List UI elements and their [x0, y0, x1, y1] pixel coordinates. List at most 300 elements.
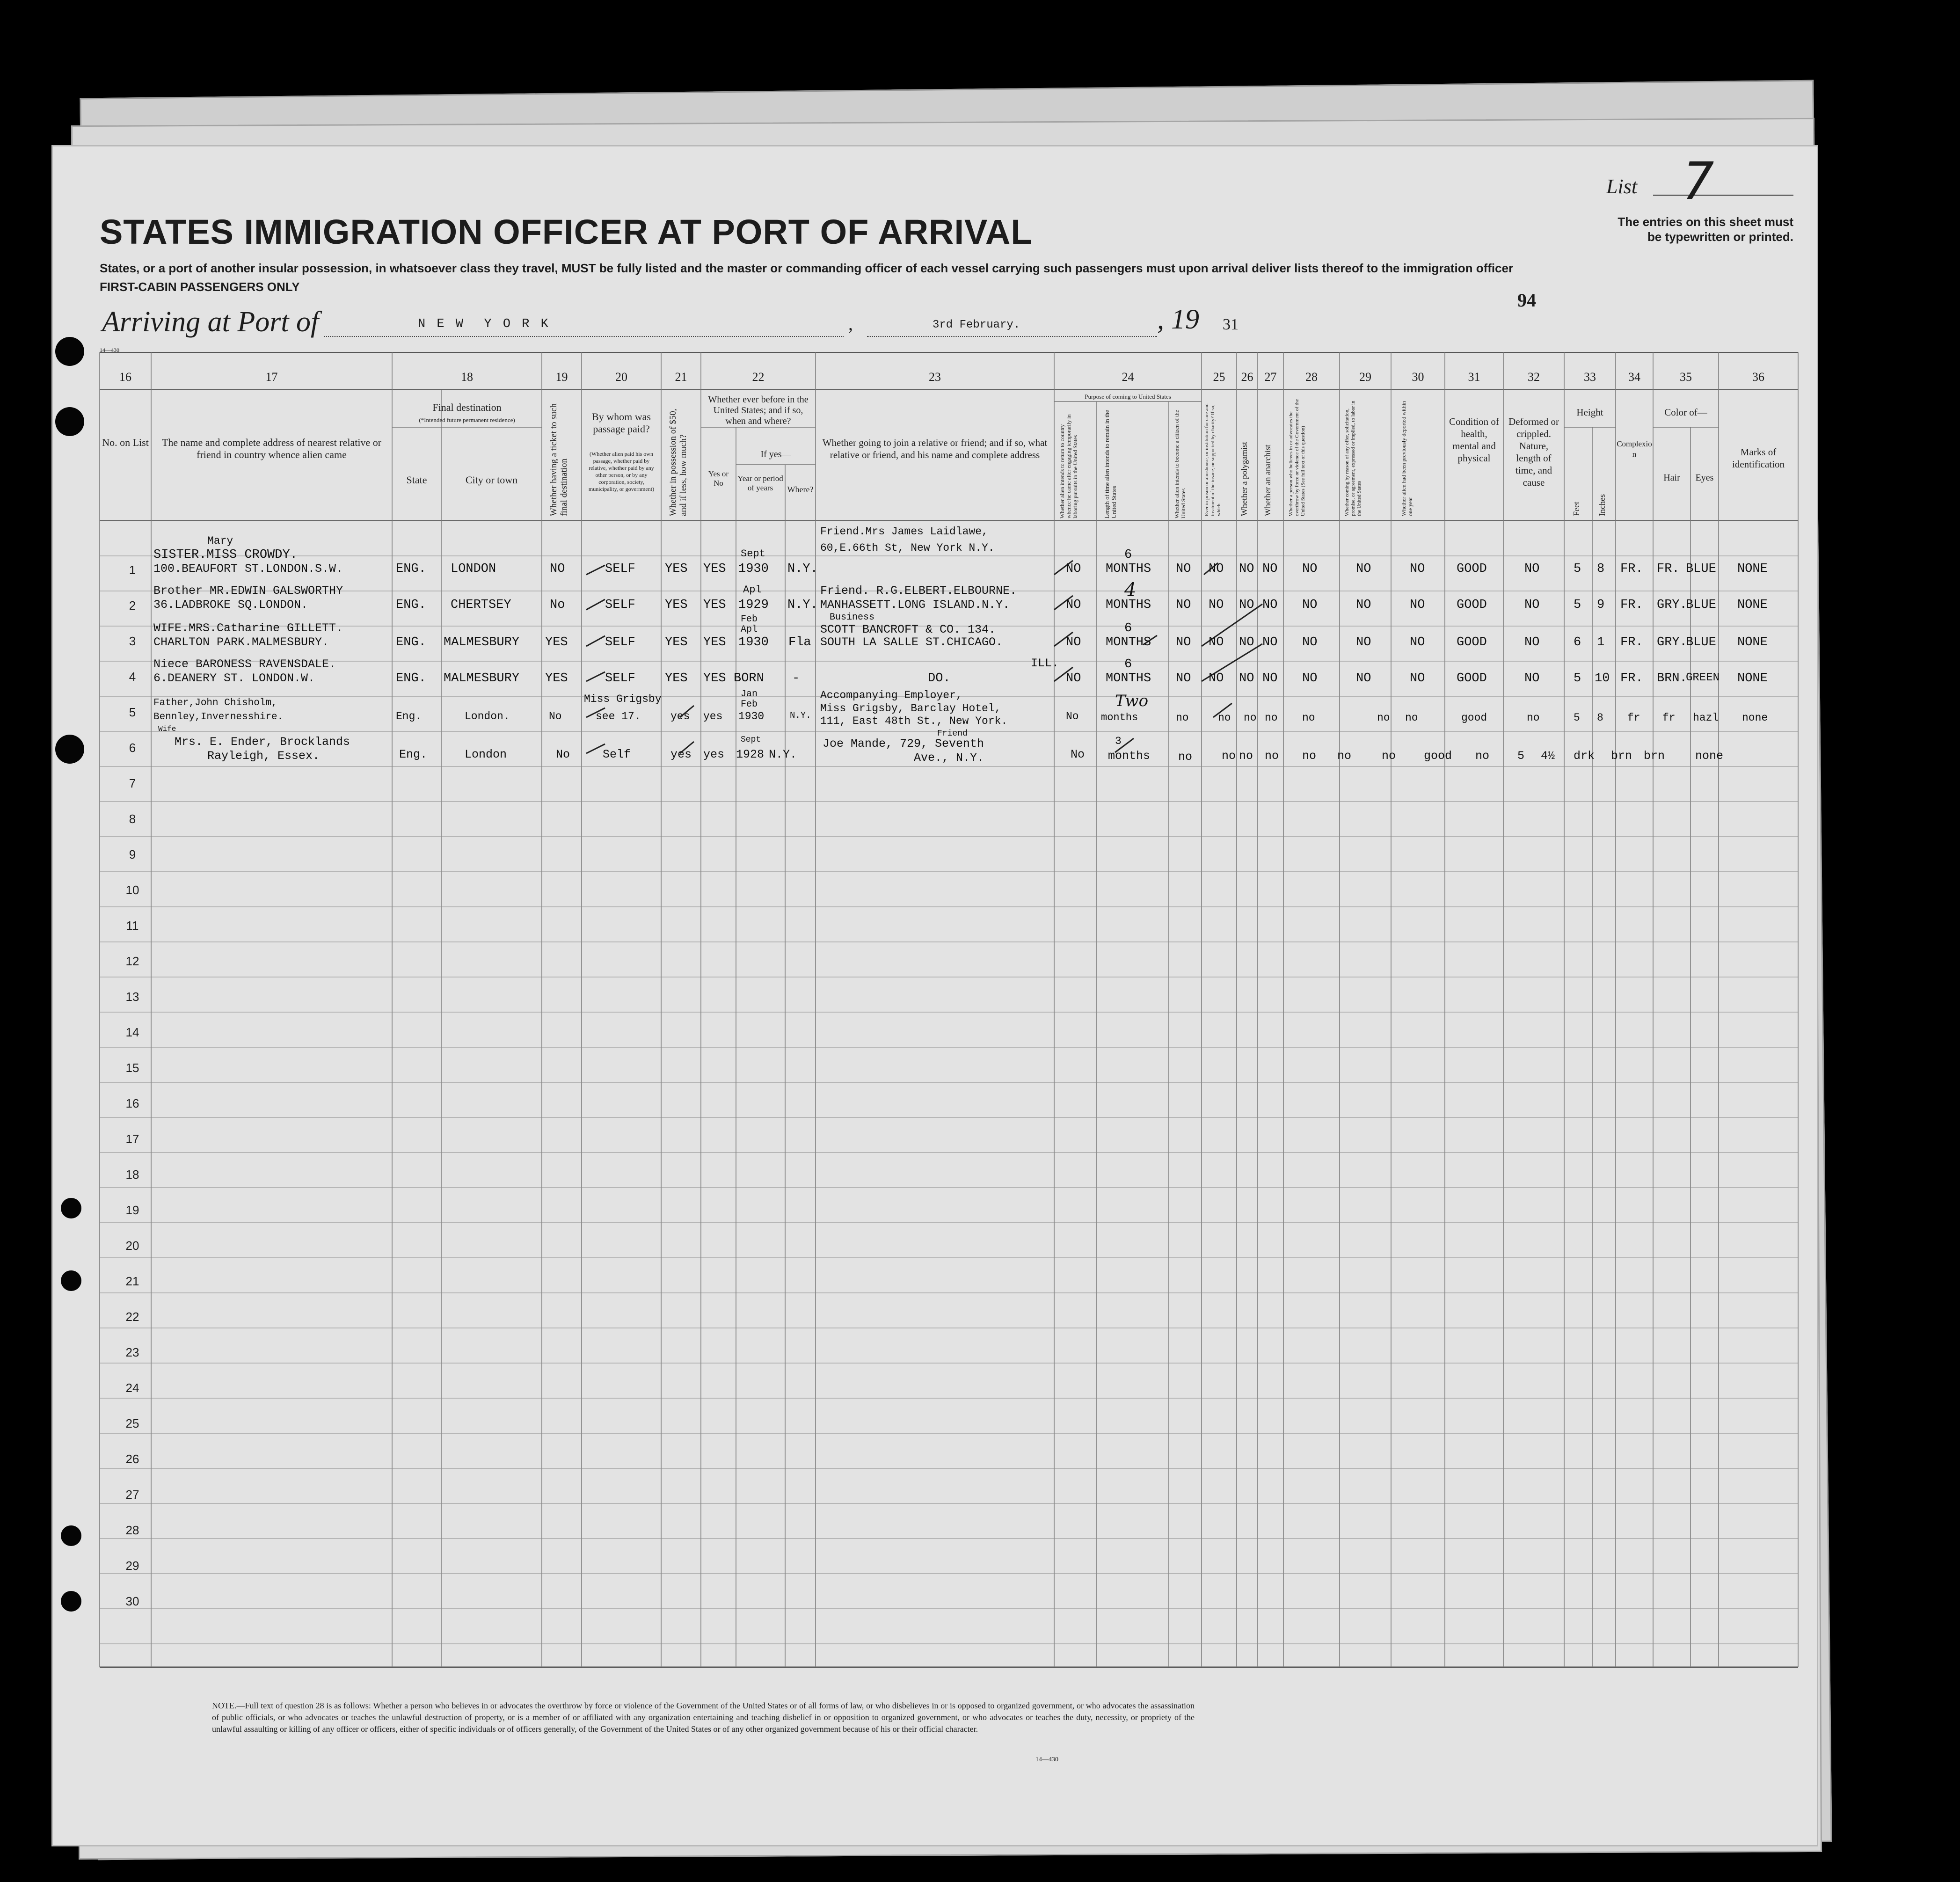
header-nearest-relative: The name and complete address of nearest relative or friend in country whence alien came [161, 437, 382, 460]
joining-ditto: DO. [928, 671, 951, 686]
ever-in-us-value: yes [703, 748, 725, 761]
destination-city: LONDON [451, 562, 496, 576]
height-inches: 8 [1597, 562, 1605, 576]
row-number: 1 [129, 563, 136, 577]
page-number: 94 [1517, 290, 1536, 311]
row-number: 3 [129, 634, 136, 648]
joining-address: MANHASSETT.LONG ISLAND.N.Y. [820, 598, 1010, 612]
entries-note-line-2: be typewritten or printed. [1647, 230, 1793, 244]
prison-value: NO [1209, 671, 1224, 686]
polygamist-value: NO [1239, 671, 1254, 686]
form-number: 14—430 [1035, 1756, 1058, 1763]
punch-hole [61, 1525, 81, 1546]
arriving-label: Arriving at Port of [102, 306, 319, 338]
row-number: 30 [125, 1594, 139, 1608]
overthrow-value: NO [1302, 562, 1318, 576]
stay-length-number: 6 [1124, 548, 1132, 562]
row-number: 13 [125, 990, 139, 1004]
joining-name: Miss Grigsby, Barclay Hotel, [820, 702, 1001, 715]
deported-value: NO [1410, 671, 1425, 686]
row-number: 23 [125, 1345, 139, 1359]
row-number: 12 [125, 954, 139, 968]
stay-length-unit: months [1101, 712, 1138, 723]
header-yes-or-no: Yes or No [708, 469, 729, 488]
citizen-intent-value: no [1176, 712, 1189, 724]
ever-in-us-month: Sept [741, 735, 761, 744]
polygamist-value: NO [1239, 562, 1254, 576]
hair-value: fr [1662, 712, 1676, 724]
punch-hole [61, 1198, 81, 1218]
return-intent-value: No [1066, 710, 1079, 722]
complexion-value: fr [1627, 712, 1640, 724]
destination-city: MALMESBURY [444, 671, 520, 686]
ticket-value: YES [545, 635, 568, 649]
relative-name: Brother MR.EDWIN GALSWORTHY [153, 584, 343, 598]
deported-value: NO [1410, 635, 1425, 649]
header-citizen-intent: Whether alien intends to become a citizen of the United States [1173, 410, 1187, 518]
height-feet: 5 [1574, 671, 1581, 686]
return-intent-value: NO [1066, 671, 1081, 686]
fifty-dollars-value: YES [665, 671, 688, 686]
joining-name: Joe Mande, 729, Seventh [823, 737, 984, 751]
column-number-22: 22 [752, 370, 765, 384]
ever-in-us-year: 1928 [736, 748, 765, 761]
column-number-21: 21 [675, 370, 687, 384]
eyes-value: brn [1644, 749, 1665, 763]
ever-in-us-value: yes [703, 710, 723, 722]
anarchist-value: no [1265, 749, 1279, 763]
column-number-32: 32 [1528, 370, 1540, 384]
page-title: STATES IMMIGRATION OFFICER AT PORT OF ARRIVAL [100, 212, 1033, 251]
column-number-17: 17 [265, 370, 278, 384]
header-eyes: Eyes [1695, 473, 1714, 483]
header-passage-paid-note: (Whether alien paid his own passage, whether paid by relative, whether paid by any other person, or by any corporation, society, municipality, or government) [588, 451, 655, 492]
height-feet: 6 [1574, 635, 1581, 649]
marks-value: NONE [1737, 635, 1768, 649]
destination-state: ENG. [396, 598, 426, 612]
labor-offer-value: NO [1356, 635, 1371, 649]
ever-in-us-value: YES [703, 671, 726, 686]
fifty-dollars-value: YES [665, 562, 688, 576]
deported-value: no [1405, 712, 1418, 724]
row-number: 29 [125, 1559, 139, 1573]
relative-address: Rayleigh, Essex. [207, 749, 320, 763]
header-final-destination-note: (*Intended future permanent residence) [419, 416, 515, 423]
joining-name: Friend. R.G.ELBERT.ELBOURNE. [820, 584, 1017, 598]
stay-length-unit: MONTHS [1106, 635, 1151, 649]
row-number: 14 [125, 1025, 139, 1039]
overthrow-value: NO [1302, 635, 1318, 649]
eyes-value: GREEN [1686, 671, 1720, 684]
table-grid [53, 146, 1817, 1845]
height-inches: 9 [1597, 598, 1605, 612]
destination-city: MALMESBURY [444, 635, 520, 649]
header-deported: Whether alien had been previously deported within one year [1400, 401, 1414, 516]
deported-value: no [1382, 749, 1396, 763]
passage-paid-by-name: Miss Grigsby [584, 693, 662, 705]
column-number-23: 23 [929, 370, 941, 384]
relative-name: WIFE.MRS.Catharine GILLETT. [153, 621, 343, 635]
column-number-31: 31 [1468, 370, 1480, 384]
joining-note: Business [830, 612, 875, 623]
deformed-value: no [1475, 749, 1490, 763]
relative-note: Mary [207, 535, 233, 547]
header-anarchist: Whether an anarchist [1263, 445, 1272, 516]
column-number-26: 26 [1241, 370, 1253, 384]
deported-value: NO [1410, 562, 1425, 576]
citizen-intent-value: NO [1176, 635, 1191, 649]
header-passage-paid: By whom was passage paid? [592, 411, 651, 435]
column-number-33: 33 [1584, 370, 1596, 384]
passage-paid-by: SELF [605, 671, 635, 686]
labor-offer-value: NO [1356, 671, 1371, 686]
return-intent-value: NO [1066, 562, 1081, 576]
stay-length-number: 6 [1124, 621, 1132, 635]
ever-in-us-value: YES [703, 562, 726, 576]
relative-name: SISTER.MISS CROWDY. [153, 548, 298, 562]
column-number-24: 24 [1122, 370, 1134, 384]
prison-value: no [1222, 749, 1236, 763]
column-number-30: 30 [1412, 370, 1424, 384]
hair-value: FR. [1657, 562, 1680, 576]
complexion-value: drk [1574, 749, 1595, 763]
punch-hole [55, 407, 84, 436]
citizen-intent-value: NO [1176, 562, 1191, 576]
citizen-intent-value: NO [1176, 671, 1191, 686]
column-number-18: 18 [461, 370, 473, 384]
header-purpose: Purpose of coming to United States [1085, 393, 1171, 400]
overthrow-value: no [1302, 712, 1315, 724]
ever-in-us-where: Fla [788, 635, 811, 649]
relative-name: Niece BARONESS RAVENSDALE. [153, 657, 336, 671]
labor-offer-value: no [1377, 712, 1390, 724]
ever-in-us-value: YES [703, 598, 726, 612]
ticket-value: NO [550, 562, 565, 576]
column-number-36: 36 [1752, 370, 1764, 384]
health-value: good [1461, 712, 1487, 724]
destination-city: CHERTSEY [451, 598, 511, 612]
ticket-value: No [556, 748, 570, 761]
header-year-or-period: Year or period of years [737, 474, 783, 492]
row-number: 28 [125, 1523, 139, 1537]
destination-state: ENG. [396, 635, 426, 649]
header-length-of-stay: Length of time alien intends to remain in the United States [1103, 410, 1117, 518]
health-value: GOOD [1457, 562, 1487, 576]
header-hair: Hair [1663, 473, 1680, 483]
ever-in-us-where: N.Y. [787, 598, 818, 612]
stay-length-unit: MONTHS [1106, 598, 1151, 612]
header-deformed: Deformed or crippled. Nature, length of time, and cause [1508, 416, 1559, 488]
column-number-20: 20 [615, 370, 627, 384]
ever-in-us-month: Apl [743, 584, 762, 596]
column-number-16: 16 [119, 370, 131, 384]
anarchist-value: no [1265, 712, 1278, 724]
joining-name: SCOTT BANCROFT & CO. 134. [820, 623, 996, 636]
row-number: 2 [129, 598, 136, 613]
header-ticket: Whether having a ticket to such final destination [549, 403, 569, 516]
overthrow-value: no [1302, 749, 1317, 763]
ever-in-us-year: BORN [734, 671, 764, 686]
column-number-29: 29 [1359, 370, 1371, 384]
joining-address: 60,E.66th St, New York N.Y. [820, 542, 995, 554]
height-inches: 1 [1597, 635, 1605, 649]
row-number: 15 [125, 1061, 139, 1075]
destination-city: London. [465, 710, 510, 722]
joining-address: SOUTH LA SALLE ST.CHICAGO. [820, 635, 1003, 649]
stay-length-number: Two [1115, 692, 1149, 710]
anarchist-value: NO [1262, 671, 1278, 686]
height-feet: 5 [1574, 712, 1580, 724]
hair-value: GRY. [1657, 598, 1687, 612]
passage-paid-by: SELF [605, 562, 635, 576]
header-color-of: Color of— [1664, 407, 1707, 418]
passage-paid-by: see 17. [596, 710, 641, 722]
column-number-19: 19 [555, 370, 568, 384]
complexion-value: FR. [1620, 598, 1643, 612]
punch-hole [61, 1591, 81, 1612]
destination-state: Eng. [396, 710, 422, 722]
column-number-28: 28 [1305, 370, 1318, 384]
fifty-dollars-value: yes [670, 748, 692, 761]
column-number-35: 35 [1680, 370, 1692, 384]
header-labor-offer: Whether coming by reason of any offer, solicitation, promise, or agreement, expressed or implied, to labor in the United States [1344, 401, 1362, 516]
ever-in-us-month: Feb Apl [741, 614, 758, 635]
stay-length-number: 4 [1124, 579, 1137, 601]
stay-length-unit: MONTHS [1106, 562, 1151, 576]
citizen-intent-value: NO [1176, 598, 1191, 612]
destination-state: ENG. [396, 562, 426, 576]
header-city-or-town: City or town [465, 474, 518, 486]
cabin-class-label: FIRST-CABIN PASSENGERS ONLY [100, 280, 300, 294]
punch-hole [55, 735, 84, 764]
polygamist-value: NO [1239, 635, 1254, 649]
row-number: 4 [129, 670, 136, 684]
ever-in-us-year: 1930 [738, 710, 765, 722]
overthrow-value: NO [1302, 671, 1318, 686]
labor-offer-value: NO [1356, 598, 1371, 612]
deformed-value: NO [1524, 562, 1540, 576]
hair-value: GRY. [1657, 635, 1687, 649]
header-if-yes: If yes— [760, 449, 791, 460]
row-number: 11 [126, 919, 139, 933]
header-state: State [406, 474, 427, 486]
header-prison: Ever in prison or almshouse, or institution for care and treatment of the insane, or supported by charity? If so, which [1204, 403, 1222, 516]
relative-name: Mrs. E. Ender, Brocklands [175, 735, 350, 749]
row-number: 22 [125, 1310, 139, 1324]
header-complexion: Complexion [1617, 439, 1652, 459]
row-number: 5 [129, 705, 136, 719]
prison-value: NO [1209, 562, 1224, 576]
row-number: 25 [125, 1416, 139, 1430]
instructions-text: States, or a port of another insular possession, in whatsoever class they travel, MUST be fully listed and the master or commanding officer of each vessel carrying such passengers must upon arrival deliver lists thereof to the immigration officer [100, 261, 1514, 275]
eyes-value: BLUE [1686, 562, 1716, 576]
height-feet: 5 [1517, 749, 1525, 763]
polygamist-value: NO [1239, 598, 1254, 612]
relative-name: Father,John Chisholm, [153, 698, 277, 708]
header-polygamist: Whether a polygamist [1239, 442, 1249, 516]
height-feet: 5 [1574, 598, 1581, 612]
health-value: good [1424, 749, 1452, 763]
ever-in-us-month: Sept [741, 548, 765, 560]
ticket-value: No [550, 598, 565, 612]
row-number: 21 [125, 1274, 139, 1288]
header-marks: Marks of identification [1732, 446, 1785, 470]
polygamist-value: no [1244, 712, 1257, 724]
ticket-value: No [549, 710, 562, 722]
relative-address: Bennley,Invernesshire. [153, 712, 284, 722]
deformed-value: NO [1524, 635, 1540, 649]
header-where: Where? [787, 485, 814, 494]
health-value: GOOD [1457, 598, 1487, 612]
relative-note: Wife [158, 725, 176, 733]
row-number: 20 [125, 1239, 139, 1253]
ever-in-us-month: Jan Feb [741, 689, 758, 710]
header-overthrow: Whether a person who believes in or advocates the overthrow by force or violence of the Government of the United States (See full text of this question) [1288, 399, 1306, 516]
citizen-intent-value: no [1178, 750, 1193, 764]
row-number: 17 [125, 1132, 139, 1146]
column-number-25: 25 [1213, 370, 1225, 384]
ever-in-us-where: N.Y. [769, 748, 797, 761]
row-number: 10 [125, 883, 139, 897]
list-number: 7 [1675, 151, 1720, 211]
manifest-sheet [51, 145, 1818, 1846]
year-suffix: 31 [1223, 316, 1239, 333]
ever-in-us-year: 1929 [738, 598, 769, 612]
height-inches: 4½ [1541, 749, 1555, 763]
destination-city: London [465, 748, 507, 761]
header-joining-relative: Whether going to join a relative or friend; and if so, what relative or friend, and his name and complete address [822, 437, 1048, 460]
port-value: N E W Y O R K [418, 317, 550, 331]
stay-length-unit: MONTHS [1106, 671, 1151, 686]
header-return-intent: Whether alien intends to return to country whence he came after engaging temporarily in laboring pursuits in the United States [1059, 414, 1078, 518]
prison-value: NO [1209, 598, 1224, 612]
row-number: 7 [129, 776, 136, 790]
height-feet: 5 [1574, 562, 1581, 576]
ticket-value: YES [545, 671, 568, 686]
joining-name: Friend.Mrs James Laidlawe, [820, 525, 988, 538]
header-ever-before-in-us: Whether ever before in the United States; and if so, when and where? [708, 394, 809, 426]
form-number-top: 14—430 [100, 347, 119, 353]
row-number: 27 [125, 1488, 139, 1502]
labor-offer-value: no [1337, 749, 1352, 763]
header-health: Condition of health, mental and physical [1449, 416, 1499, 464]
punch-hole [61, 1270, 81, 1291]
marks-value: none [1742, 712, 1768, 724]
stay-length-number: 3 [1115, 735, 1122, 747]
anarchist-value: NO [1262, 635, 1278, 649]
passage-paid-by: Self [603, 748, 631, 761]
marks-value: NONE [1737, 598, 1768, 612]
passage-paid-by: SELF [605, 635, 635, 649]
stay-length-unit: months [1108, 749, 1151, 763]
eyes-value: hazl [1693, 712, 1719, 724]
anarchist-value: NO [1262, 562, 1278, 576]
deformed-value: NO [1524, 598, 1540, 612]
overthrow-value: NO [1302, 598, 1318, 612]
hair-value: brn [1611, 749, 1632, 763]
hair-value: BRN. [1657, 671, 1687, 686]
header-inches: Inches [1597, 494, 1607, 516]
destination-state: ENG. [396, 671, 426, 686]
stay-length-number: 6 [1124, 657, 1132, 671]
row-number: 6 [129, 741, 136, 755]
fifty-dollars-value: YES [665, 598, 688, 612]
fifty-dollars-value: yes [670, 710, 690, 722]
row-number: 9 [129, 847, 136, 861]
header-height: Height [1576, 407, 1603, 418]
ever-in-us-where: N.Y. [787, 562, 818, 576]
row-number: 26 [125, 1452, 139, 1466]
year-prefix: , 19 [1157, 304, 1199, 335]
column-number-27: 27 [1264, 370, 1277, 384]
ever-in-us-where: N.Y. [790, 710, 811, 721]
comma-separator: , [848, 313, 853, 334]
arrival-date: 3rd February. [933, 319, 1020, 331]
row-number: 18 [125, 1167, 139, 1182]
return-intent-value: No [1071, 748, 1085, 761]
anarchist-value: NO [1262, 598, 1278, 612]
joining-state: ILL. [1031, 657, 1059, 670]
complexion-value: FR. [1620, 671, 1643, 686]
return-intent-value: NO [1066, 635, 1081, 649]
relative-address: 100.BEAUFORT ST.LONDON.S.W. [153, 562, 343, 576]
entries-note-line-1: The entries on this sheet must [1618, 215, 1793, 229]
footnote-question-28: NOTE.—Full text of question 28 is as follows: Whether a person who believes in or advocates the overthrow by force or violence of the Government of the United States or of all forms of law, or who disbelieves in or is opposed to organized government, or who advocates the assassination of public officials, or who advocates or teaches the unlawful destruction of property, or is a member of or affiliated with any organization entertaining and teaching disbelief in or opposition to organized government, or who advocates or teaches the duty, necessity, or propriety of the unlawful assaulting or killing of any officer or officers, either of specific individuals or of officers generally, of the Government of the United States or of any other organized government because of his or their official character. [212, 1701, 1195, 1734]
height-inches: 10 [1595, 671, 1610, 686]
header-no-on-list: No. on List [102, 437, 149, 448]
punch-hole [55, 337, 84, 366]
passage-paid-by: SELF [605, 598, 635, 612]
eyes-value: BLUE [1686, 635, 1716, 649]
header-final-destination: Final destination [432, 401, 502, 413]
list-label: List [1606, 175, 1638, 198]
ever-in-us-value: YES [703, 635, 726, 649]
relative-address: 6.DEANERY ST. LONDON.W. [153, 671, 315, 685]
marks-value: NONE [1737, 562, 1768, 576]
relative-address: 36.LADBROKE SQ.LONDON. [153, 598, 308, 612]
prison-value: NO [1209, 635, 1224, 649]
destination-state: Eng. [399, 748, 428, 761]
row-number: 24 [125, 1381, 139, 1395]
relative-address: CHARLTON PARK.MALMESBURY. [153, 635, 329, 649]
eyes-value: BLUE [1686, 598, 1716, 612]
row-number: 8 [129, 812, 136, 826]
joining-relationship: Accompanying Employer, [820, 689, 962, 701]
fifty-dollars-value: YES [665, 635, 688, 649]
ever-in-us-year: 1930 [738, 562, 769, 576]
ever-in-us-year: 1930 [738, 635, 769, 649]
return-intent-value: NO [1066, 598, 1081, 612]
height-inches: 8 [1597, 712, 1603, 724]
health-value: GOOD [1457, 671, 1487, 686]
deformed-value: no [1527, 712, 1540, 724]
header-fifty-dollars: Whether in possession of $50, and if less, how much? [668, 408, 688, 516]
deported-value: NO [1410, 598, 1425, 612]
joining-relationship: Friend [937, 729, 968, 738]
joining-address: Ave., N.Y. [914, 751, 984, 765]
row-number: 16 [125, 1096, 139, 1110]
column-number-34: 34 [1628, 370, 1640, 384]
health-value: GOOD [1457, 635, 1487, 649]
deformed-value: NO [1524, 671, 1540, 686]
complexion-value: FR. [1620, 562, 1643, 576]
prison-value: no [1218, 712, 1231, 724]
row-number: 19 [125, 1203, 139, 1217]
header-feet: Feet [1572, 502, 1581, 516]
complexion-value: FR. [1620, 635, 1643, 649]
ever-in-us-where: - [792, 671, 800, 686]
joining-address: 111, East 48th St., New York. [820, 715, 1008, 727]
